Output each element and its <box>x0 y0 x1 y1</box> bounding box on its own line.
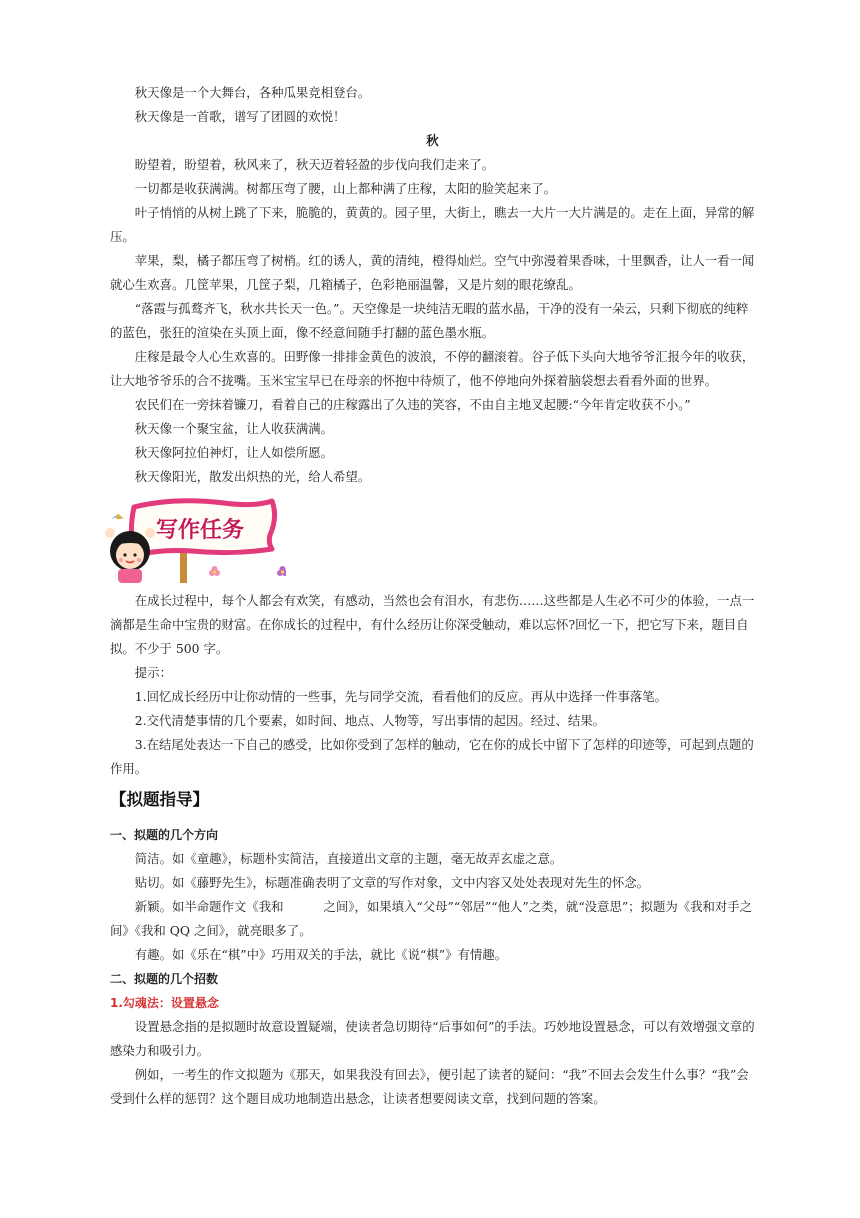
method-heading: 1.勾魂法：设置悬念 <box>110 996 219 1010</box>
task-section <box>110 589 755 781</box>
hint-item: 3.在结尾处表达一下自己的感受，比如你受到了怎样的触动，它在你的成长中留下了怎样的印迹等，可起到点题的作用。 <box>110 737 754 776</box>
essay-section <box>110 81 755 489</box>
essay-paragraph: “落霞与孤鹜齐飞，秋水共长天一色。”。天空像是一块纯洁无暇的蓝水晶，干净的没有一朵云，只剩下彻底的纯粹的蓝色，张狂的渲染在头顶上面，像不经意间随手打翻的蓝色墨水瓶。 <box>110 301 749 340</box>
guide-item: 有趣。如《乐在“棋”中》巧用双关的手法，就比《说“棋”》有情趣。 <box>134 947 508 962</box>
guide-section <box>110 823 755 1111</box>
section-heading: 一、拟题的几个方向 <box>110 828 219 842</box>
sign-pole <box>180 551 187 583</box>
banner-text: 写作任务 <box>156 518 245 543</box>
hand-right <box>145 528 155 538</box>
poem-line: 秋天像是一首歌，谱写了团圆的欢悦！ <box>134 109 346 124</box>
hand-left <box>105 528 115 538</box>
guide-item: 贴切。如《藤野先生》，标题准确表明了文章的写作对象，文中内容又处处表现对先生的怀念。 <box>134 875 650 890</box>
bird-icon <box>112 513 124 519</box>
essay-title: 秋 <box>426 133 439 148</box>
hint-item: 1.回忆成长经历中让你动情的一些事，先与同学交流，看看他们的反应。再从中选择一件事落笔。 <box>134 689 668 704</box>
hint-item: 2.交代清楚事情的几个要素，如时间、地点、人物等，写出事情的起因。经过、结果。 <box>134 713 606 728</box>
essay-paragraph: 一切都是收获满满。树都压弯了腰，山上都种满了庄稼，太阳的脸笑起来了。 <box>134 181 557 196</box>
method-example: 例如，一考生的作文拟题为《那天，如果我没有回去》，便引起了读者的疑问：“我”不回去会发生什么事？“我”会受到什么样的惩罚？这个题目成功地制造出悬念，让读者想要阅读文章，找到问题的答案。 <box>110 1067 749 1106</box>
hint-label: 提示： <box>134 665 172 680</box>
essay-paragraph: 秋天像阳光，散发出炽热的光，给人希望。 <box>134 469 371 484</box>
essay-paragraph: 农民们在一旁抹着镰刀，看着自己的庄稼露出了久违的笑容，不由自主地叉起腰:“今年肯定收获不小。” <box>134 397 691 412</box>
task-intro: 在成长过程中，每个人都会有欢笑，有感动，当然也会有泪水，有悲伤……这些都是人生必不可少的体验，一点一滴都是生命中宝贵的财富。在你成长的过程中，有什么经历让你深受触动，难以忘怀?回忆一下，把它写下来，题目自拟。不少于 500 字。 <box>110 593 755 656</box>
essay-paragraph: 盼望着，盼望着，秋风来了，秋天迈着轻盈的步伐向我们走来了。 <box>134 157 495 172</box>
flower-icon <box>209 566 220 576</box>
poem-line: 秋天像是一个大舞台，各种瓜果竞相登台。 <box>134 85 371 100</box>
essay-paragraph: 庄稼是最令人心生欢喜的。田野像一排排金黄色的波浪，不停的翻滚着。谷子低下头向大地爷爷汇报今年的收获，让大地爷爷乐的合不拢嘴。玉米宝宝早已在母亲的怀抱中待烦了，他不停地向外探着脑袋想去看看外面的世界。 <box>110 349 755 388</box>
essay-paragraph: 苹果，梨，橘子都压弯了树梢。红的诱人，黄的清纯，橙得灿烂。空气中弥漫着果香味，十里飘香，让人一看一闻就心生欢喜。几筐苹果，几筐子梨，几箱橘子，色彩艳丽温馨，又是片刻的眼花缭乱。 <box>110 253 755 292</box>
novel-text-b: 之间》，如果填入“父母”“邻居”“他人”之类，就“没意思”；拟题为《我和对手之间》《我和 QQ 之间》，就亮眼多了。 <box>110 899 753 938</box>
novel-text-a: 新颖。如半命题作文《我和 <box>134 899 284 914</box>
flower-icon <box>277 566 286 576</box>
girl-illustration <box>110 531 150 583</box>
essay-paragraph: 秋天像阿拉伯神灯，让人如偿所愿。 <box>134 445 334 460</box>
writing-task-banner <box>104 493 286 585</box>
guide-heading: 【拟题指导】 <box>110 790 209 809</box>
method-description: 设置悬念指的是拟题时故意设置疑端，使读者急切期待“后事如何”的手法。巧妙地设置悬念，可以有效增强文章的感染力和吸引力。 <box>110 1019 755 1058</box>
guide-item-novel <box>110 895 755 943</box>
guide-item: 简洁。如《童趣》，标题朴实简洁，直接道出文章的主题，毫无故弄玄虚之意。 <box>134 851 563 866</box>
essay-paragraph: 秋天像一个聚宝盆，让人收获满满。 <box>134 421 334 436</box>
essay-paragraph: 叶子悄悄的从树上跳了下来，脆脆的，黄黄的。园子里，大街上，瞧去一大片一大片满是的。走在上面，异常的解压。 <box>110 205 755 244</box>
section-heading: 二、拟题的几个招数 <box>110 972 219 986</box>
